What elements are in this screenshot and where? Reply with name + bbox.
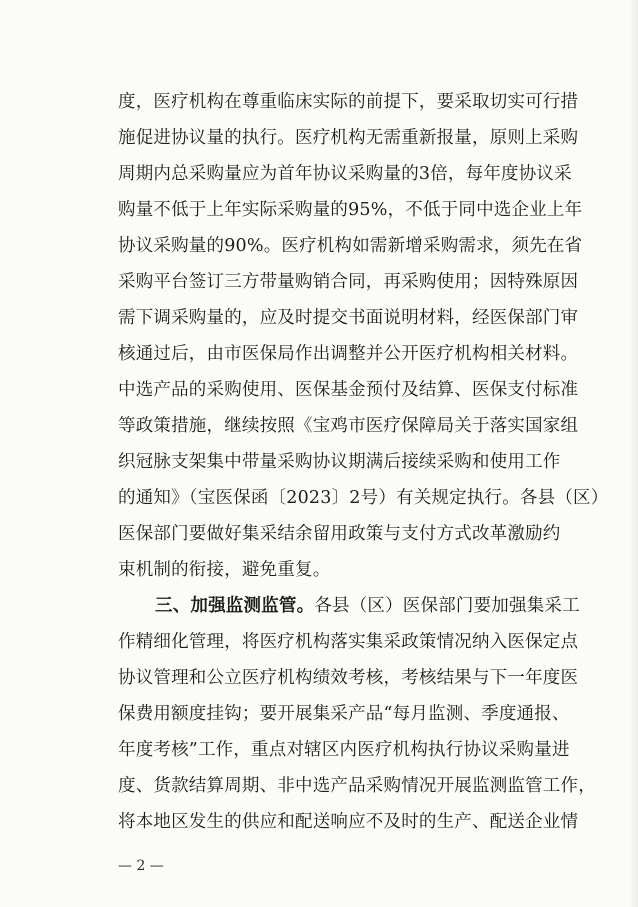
page-edge-shadow [628, 0, 638, 907]
body-text-line: 将本地区发生的供应和配送响应不及时的生产、配送企业情 [118, 812, 579, 832]
section-3-first-line [155, 593, 580, 619]
section-3-heading: 三、加强监测监管。 [155, 596, 315, 616]
body-text-line: 度、货款结算周期、非中选产品采购情况开展监测监管工作， [118, 776, 596, 796]
body-text-line: 束机制的衔接，避免重复。 [118, 560, 331, 580]
page-number: — 2 — [118, 858, 164, 874]
body-text-line: 协议采购量的90%。医疗机构如需新增采购需求，须先在省 [118, 236, 583, 256]
body-text-line: 核通过后，由市医保局作出调整并公开医疗机构相关材料。 [118, 344, 579, 364]
body-text-line: 度，医疗机构在尊重临床实际的前提下，要采取切实可行措 [118, 92, 579, 112]
body-text-line: 施促进协议量的执行。医疗机构无需重新报量，原则上采购 [118, 128, 579, 148]
body-text-line: 的通知》（宝医保函〔2023〕2号）有关规定执行。各县（区） [118, 488, 609, 508]
body-text-line: 年度考核”工作，重点对辖区内医疗机构执行协议采购量进 [118, 740, 570, 760]
body-text-line: 医保部门要做好集采结余留用政策与支付方式改革激励约 [118, 524, 561, 544]
body-text-line: 协议管理和公立医疗机构绩效考核，考核结果与下一年度医 [118, 668, 579, 688]
body-text-line: 周期内总采购量应为首年协议采购量的3倍，每年度协议采 [118, 164, 572, 184]
body-text-line: 采购平台签订三方带量购销合同，再采购使用；因特殊原因 [118, 272, 579, 292]
body-text-line: 织冠脉支架集中带量采购协议期满后接续采购和使用工作 [118, 452, 561, 472]
body-text-line: 保费用额度挂钩；要开展集采产品“每月监测、季度通报、 [118, 704, 570, 724]
body-text-line: 等政策措施，继续按照《宝鸡市医疗保障局关于落实国家组 [118, 416, 579, 436]
section-3-first-line-text: 各县（区）医保部门要加强集采工 [314, 596, 580, 616]
body-text-line: 需下调采购量的，应及时提交书面说明材料，经医保部门审 [118, 308, 579, 328]
body-text-line: 中选产品的采购使用、医保基金预付及结算、医保支付标准 [118, 380, 579, 400]
body-text-line: 购量不低于上年实际采购量的95%，不低于同中选企业上年 [118, 200, 583, 220]
body-text-line: 作精细化管理，将医疗机构落实集采政策情况纳入医保定点 [118, 632, 579, 652]
